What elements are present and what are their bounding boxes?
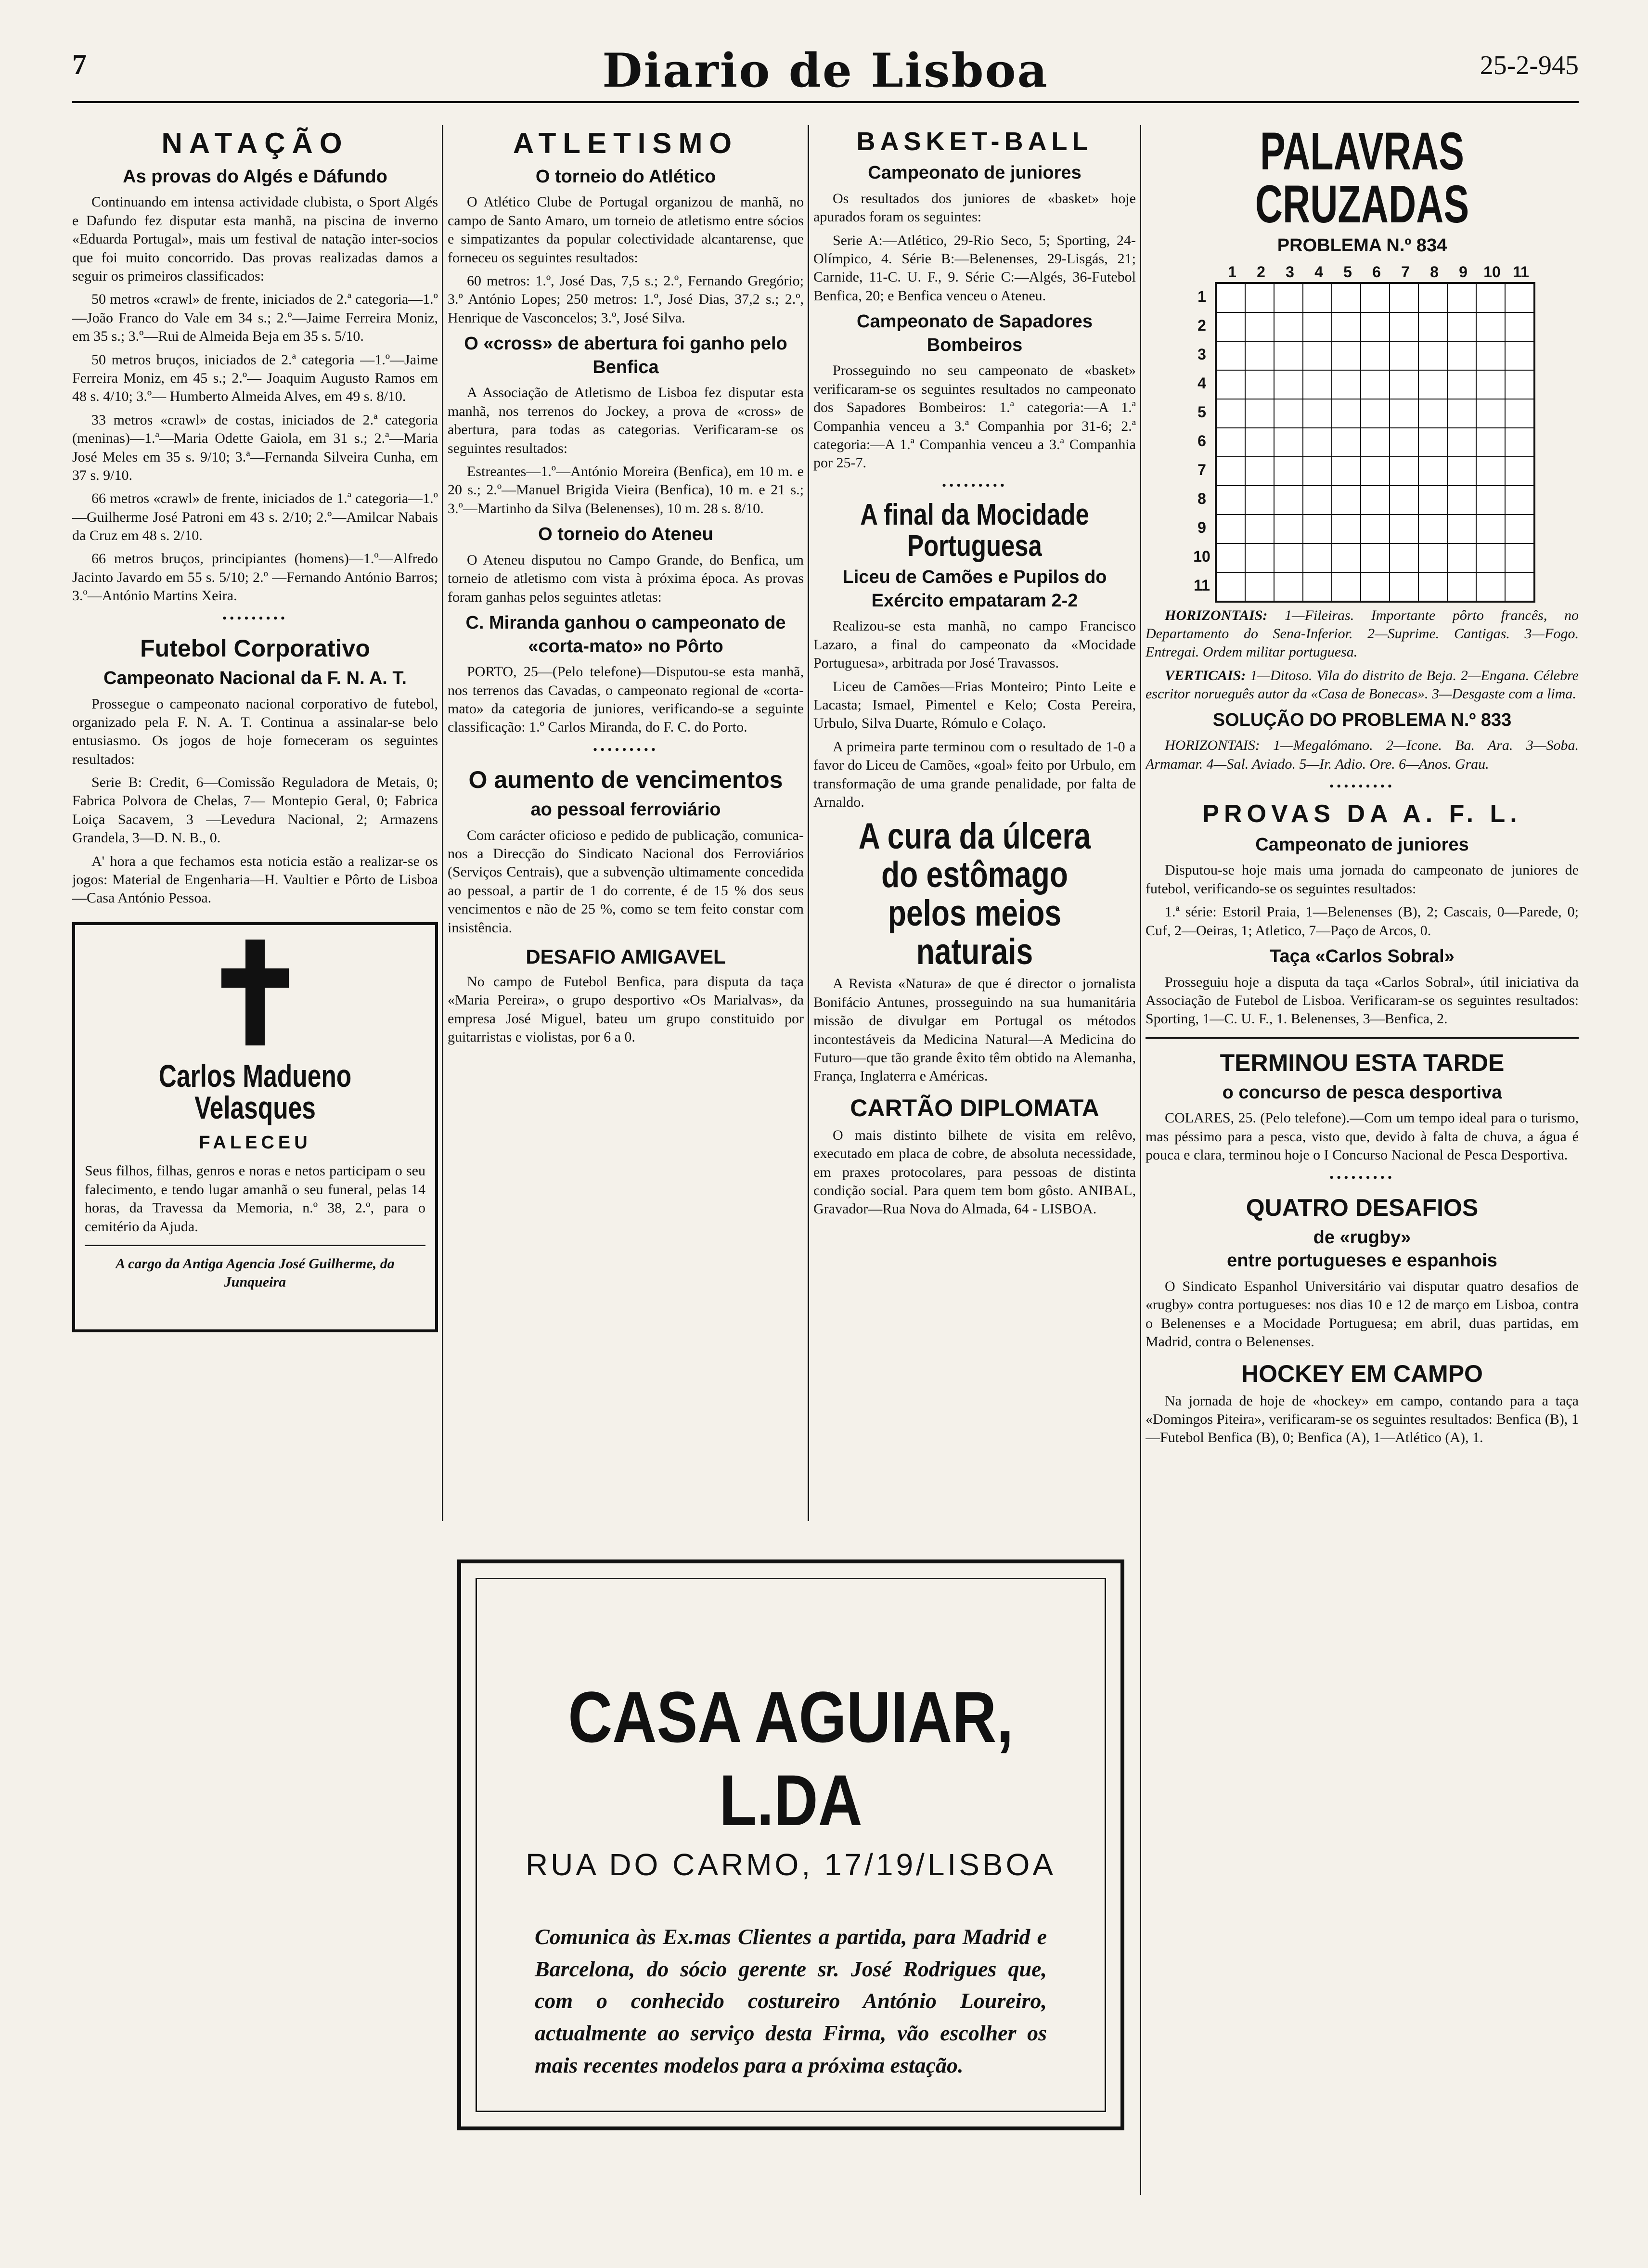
crossword-cell: [1476, 428, 1505, 457]
article-paragraph: 50 metros «crawl» de frente, iniciados de 2.ª categoria—1.º—João Franco do Vale em 34 s.; 2.º—Jaime Ferreira Moniz, em 35 s.; 3.º—Rui de Almeida Beja em 35 s. 5/10.: [72, 291, 438, 345]
article-paragraph: Realizou-se esta manhã, no campo Francisco Lazaro, a final do campeonato da «Mocidade Portuguesa», arbitrada por José Travassos.: [813, 618, 1136, 671]
solution-text: HORIZONTAIS: 1—Megalómano. 2—Icone. Ba. Ara. 3—Soba. Armamar. 4—Sal. Aviado. 5—Ir. Adio. Ore. 6—Anos. Grau.: [1146, 737, 1579, 772]
crossword-cell: [1418, 486, 1447, 515]
divider: •••••••••: [1329, 1170, 1395, 1185]
article-heading: A final da Mocidade Portuguesa: [860, 498, 1089, 563]
article-paragraph: Com carácter oficioso e pedido de publicação, comunica-nos a Direcção do Sindicato Nacional dos Ferroviários (Serviços Centrais), que a subvenção ultimamente concedida ao pessoal, a partir de 1 do corrente, é de 15 % dos seus vencimentos e não de 25 %, como se tem feito constar com insistência.: [448, 827, 804, 936]
crossword-cell: [1303, 428, 1332, 457]
crossword-row-numbers: 1 2 3 4 5 6 7 8 9 10 11: [1193, 287, 1210, 594]
article-heading: PROVAS DA A. F. L.: [1202, 800, 1522, 828]
crossword-cell: [1361, 457, 1390, 486]
article-paragraph: Prosseguiu hoje a disputa da taça «Carlos Sobral», útil iniciativa da Associação de Futebol de Lisboa. Verificaram-se os seguintes resultados: Sporting, 1—C. U. F., 1. Belenenses, 3—Benfica, 2.: [1146, 974, 1579, 1027]
crossword-cell: [1274, 486, 1303, 515]
masthead: [72, 43, 1579, 103]
article-heading: QUATRO DESAFIOS: [1246, 1194, 1479, 1221]
crossword-cell: [1216, 284, 1245, 312]
cross-icon: [221, 940, 289, 1045]
deceased-name: Carlos Madueno Velasques: [158, 1057, 352, 1125]
crossword-cell: [1332, 486, 1361, 515]
crossword-cell: [1332, 284, 1361, 312]
crossword-cell: [1274, 312, 1303, 341]
crossword-cell: [1476, 399, 1505, 428]
crossword-cell: [1361, 572, 1390, 601]
article-heading: A cura da úlcera do estômago pelos meios naturais: [858, 816, 1091, 972]
crossword-cell: [1476, 543, 1505, 572]
crossword-cell: [1274, 428, 1303, 457]
crossword-cell: [1390, 399, 1418, 428]
crossword-cell: [1303, 399, 1332, 428]
crossword-cell: [1505, 515, 1534, 543]
crossword-cell: [1216, 370, 1245, 399]
crossword-cell: [1332, 341, 1361, 370]
section-title: ATLETISMO: [513, 127, 739, 159]
crossword-cell: [1245, 457, 1274, 486]
article-paragraph: PORTO, 25—(Pelo telefone)—Disputou-se esta manhã, nos terrenos das Cavadas, o campeonato regional de «corta-mato» da categoria de juniores, verificando-se a seguinte classificação: 1.º Carlos Miranda, do F. C. do Porto.: [448, 664, 804, 735]
article-paragraph: O Atlético Clube de Portugal organizou de manhã, no campo de Santo Amaro, um torneio de atletismo entre sócios e simpatizantes da popular colectividade alcantarense, que forneceu os seguintes resultados:: [448, 194, 804, 266]
crossword-cell: [1245, 370, 1274, 399]
crossword-cell: [1505, 399, 1534, 428]
crossword-cell: [1303, 572, 1332, 601]
crossword-cell: [1476, 284, 1505, 312]
article-subtitle: ao pessoal ferroviário: [530, 799, 721, 820]
crossword-cell: [1447, 370, 1476, 399]
article-paragraph: A primeira parte terminou com o resultado de 1-0 a favor do Liceu de Camões, «goal» feito por Urbulo, em transformação de uma grande penalidade, por falta de Arnaldo.: [813, 738, 1136, 810]
crossword-cell: [1447, 428, 1476, 457]
crossword-cell: [1274, 284, 1303, 312]
ad-title: CASA AGUIAR, L.DA: [568, 1676, 1014, 1841]
article-paragraph: Liceu de Camões—Frias Monteiro; Pinto Leite e Lacasta; Ismael, Pimentel e Kelo; Costa Pereira, Urbulo, Silva Duarte, Rómulo e Colaço.: [813, 678, 1136, 732]
crossword-cell: [1216, 572, 1245, 601]
column-crosswords: [1146, 125, 1579, 2195]
article-heading: O «cross» de abertura foi ganho pelo Benfica: [464, 334, 787, 377]
crossword-cell: [1447, 486, 1476, 515]
article-paragraph: A Revista «Natura» de que é director o jornalista Bonifácio Antunes, prosseguindo na sua humanitária missão de divulgar em Portugal os métodos incontestáveis da Medicina Natural—A Medicina do Futuro—que tão grande êxito têm obtido na Alemanha, França, Inglaterra e Américas.: [813, 976, 1136, 1084]
crossword-cell: [1505, 572, 1534, 601]
crossword-cell: [1390, 284, 1418, 312]
article-paragraph: Continuando em intensa actividade clubista, o Sport Algés e Dafundo fez disputar esta manhã, na piscina de inverno «Eduarda Portugal», mais um festival de natação inter-socios que foi muito concorrido. Das provas realizadas damos a seguir os primeiros classificados:: [72, 194, 438, 284]
article-paragraph: Serie B: Credit, 6—Comissão Reguladora de Metais, 0; Fabrica Polvora de Chelas, 7— Montepio Geral, 0; Fabrica Loiça Sacavem, 3 —Levedura Nacional, 2; Armazens Grandela, 3—D. N. B., 0.: [72, 774, 438, 846]
crossword-cell: [1303, 543, 1332, 572]
crossword-cell: [1447, 284, 1476, 312]
article-heading: TERMINOU ESTA TARDE: [1220, 1049, 1505, 1076]
article-paragraph: COLARES, 25. (Pelo telefone).—Com um tempo ideal para o turismo, mas péssimo para a pesca, visto que, devido à falta de chuva, a água é pouca e clara, terminou hoje o I Concurso Nacional de Pesca Desportiva.: [1146, 1110, 1579, 1163]
crossword-cell: [1245, 572, 1274, 601]
crossword-cell: [1303, 515, 1332, 543]
article-paragraph: 66 metros «crawl» de frente, iniciados de 1.ª categoria—1.º—Guilherme José Patroni em 43 s. 2/10; 2.º—Amilcar Nabais da Cruz em 48 s. 2/10.: [72, 490, 438, 544]
crossword-cell: [1303, 312, 1332, 341]
article-paragraph: No campo de Futebol Benfica, para disputa da taça «Maria Pereira», o grupo desportivo «Os Marialvas», da empresa José Miguel, bateu um grupo constituido por guitarristas e violistas, por 6 a 0.: [448, 973, 804, 1045]
crossword-cell: [1505, 543, 1534, 572]
crossword-cell: [1332, 572, 1361, 601]
crossword-cell: [1216, 312, 1245, 341]
solution-title: SOLUÇÃO DO PROBLEMA N.º 833: [1212, 709, 1512, 730]
crossword-grid: [1215, 282, 1535, 603]
crossword-cell: [1505, 370, 1534, 399]
crossword-cell: [1390, 312, 1418, 341]
crossword-cell: [1303, 341, 1332, 370]
crossword-cell: [1390, 486, 1418, 515]
crossword-cell: [1245, 284, 1274, 312]
crossword-cell: [1418, 399, 1447, 428]
crossword-cell: [1476, 370, 1505, 399]
crossword-cell: [1361, 486, 1390, 515]
crossword-cell: [1447, 457, 1476, 486]
crossword-cell: [1274, 457, 1303, 486]
crossword-cell: [1418, 341, 1447, 370]
crossword-cell: [1418, 370, 1447, 399]
article-paragraph: O mais distinto bilhete de visita em relêvo, executado em placa de cobre, de absoluta necessidade, em praxes protocolares, para pessoas de distinta condição social. Para quem tem bom gôsto. ANIBAL, Gravador—Rua Nova do Almada, 64 - LISBOA.: [813, 1127, 1136, 1217]
column-atletismo: [448, 125, 804, 1497]
crossword-cell: [1390, 341, 1418, 370]
article-subtitle: Campeonato de juniores: [868, 163, 1082, 183]
issue-date: 25-2-945: [1480, 51, 1579, 80]
crossword-cell: [1274, 399, 1303, 428]
crossword-cell: [1245, 399, 1274, 428]
clues-horizontal: 1—Fileiras. Importante pôrto francês, no Departamento do Sena-Inferior. 2—Suprime. Cantigas. 3—Fogo. Entregai. Ordem militar portuguesa.: [1146, 607, 1579, 660]
crossword-cell: [1476, 457, 1505, 486]
crossword-cell: [1505, 341, 1534, 370]
crossword-cell: [1245, 515, 1274, 543]
section-title: NATAÇÃO: [161, 127, 349, 159]
article-paragraph: A' hora a que fechamos esta noticia estão a realizar-se os jogos: Material de Engenharia—H. Vaultier e Pôrto de Lisboa—Casa António Pessoa.: [72, 853, 438, 906]
crossword-cell: [1361, 399, 1390, 428]
crossword-cell: [1447, 312, 1476, 341]
obituary-text: Seus filhos, filhas, genros e noras e netos participam o seu falecimento, e tendo lugar amanhã o seu funeral, pelas 14 horas, da Travessa da Memoria, n.º 38, 2.º, para o cemitério da Ajuda.: [85, 1163, 425, 1235]
obituary-footer: A cargo da Antiga Agencia José Guilherme, da Junqueira: [116, 1256, 395, 1290]
article-subtitle: Campeonato Nacional da F. N. A. T.: [103, 668, 407, 688]
crossword-cell: [1361, 428, 1390, 457]
article-paragraph: 60 metros: 1.º, José Das, 7,5 s.; 2.º, Fernando Gregório; 3.º António Lopes; 250 metros: 1.º, José Dias, 37,2 s.; 2.º, Henrique de Vasconcelos; 3.º, José Silva.: [448, 272, 804, 326]
crossword-cell: [1303, 486, 1332, 515]
column-rule: [1140, 125, 1141, 2195]
crossword-cell: [1390, 543, 1418, 572]
crossword-cell: [1332, 312, 1361, 341]
divider: •••••••••: [942, 478, 1007, 492]
crossword-cell: [1274, 543, 1303, 572]
article-heading: O torneio do Ateneu: [538, 524, 713, 545]
crossword-cell: [1390, 572, 1418, 601]
crossword-problem: PROBLEMA N.º 834: [1277, 235, 1447, 256]
crossword-cell: [1447, 515, 1476, 543]
crossword-cell: [1216, 457, 1245, 486]
crossword-cell: [1390, 457, 1418, 486]
article-paragraph: A Associação de Atletismo de Lisboa fez disputar esta manhã, nos terrenos do Jockey, a prova de «cross» de abertura, para todas as categorias. Verificaram-se os seguintes resultados:: [448, 385, 804, 456]
article-subtitle: O torneio do Atlético: [535, 166, 716, 187]
article-paragraph: Na jornada de hoje de «hockey» em campo, contando para a taça «Domingos Piteira», verificaram-se os seguintes resultados: Benfica (B), 1—Futebol Benfica (B), 0; Benfica (A), 1—Atlético (A), 1.: [1146, 1392, 1579, 1446]
crossword-cell: [1505, 284, 1534, 312]
crossword-cell: [1216, 543, 1245, 572]
crossword-cell: [1361, 284, 1390, 312]
crossword-cell: [1216, 399, 1245, 428]
article-paragraph: O Sindicato Espanhol Universitário vai disputar quatro desafios de «rugby» contra portugueses: nos dias 10 e 12 de março em Lisboa, contra o Belenenses e a Mocidade Portuguesa; em abril, duas partidas, em Madrid, contra o Belenenses.: [1146, 1278, 1579, 1350]
divider: •••••••••: [593, 742, 658, 757]
article-heading: Futebol Corporativo: [140, 634, 370, 662]
article-paragraph: Prossegue o campeonato nacional corporativo de futebol, organizado pela F. N. A. T. Continua a assinalar-se belo entusiasmo. Os jogos de hoje forneceram os seguintes resultados:: [72, 696, 438, 767]
crossword-cell: [1274, 572, 1303, 601]
article-paragraph: O Ateneu disputou no Campo Grande, do Benfica, um torneio de atletismo com vista à próxima época. As provas foram ganhas pelos seguintes atletas:: [448, 552, 804, 605]
crossword-cell: [1476, 486, 1505, 515]
crossword-cell: [1245, 341, 1274, 370]
crossword-cell: [1361, 341, 1390, 370]
ad-text: Comunica às Ex.mas Clientes a partida, para Madrid e Barcelona, do sócio gerente sr. José Rodrigues que, com o conhecido costureiro António Loureiro, actualmente ao serviço desta Firma, vão escolher os mais recentes modelos para a próxima estação.: [535, 1924, 1047, 2077]
crossword-cell: [1216, 515, 1245, 543]
article-paragraph: Os resultados dos juniores de «basket» hoje apurados foram os seguintes:: [813, 190, 1136, 225]
crossword-cell: [1332, 515, 1361, 543]
crossword-cell: [1245, 428, 1274, 457]
crossword-cell: [1390, 370, 1418, 399]
crossword-cell: [1418, 572, 1447, 601]
section-title: BASKET-BALL: [856, 127, 1093, 156]
article-heading: C. Miranda ganhou o campeonato de «corta-mato» no Pôrto: [465, 612, 786, 657]
crossword-cell: [1274, 515, 1303, 543]
article-subtitle: de «rugby»: [1313, 1227, 1411, 1248]
casa-aguiar-advertisement: [457, 1559, 1124, 2130]
crossword-cell: [1361, 370, 1390, 399]
crossword-cell: [1418, 284, 1447, 312]
article-heading: Campeonato de Sapadores Bombeiros: [857, 311, 1093, 355]
article-paragraph: 33 metros «crawl» de costas, iniciados de 2.ª categoria (meninas)—1.ª—Maria Odette Gaiola, em 31 s.; 2.ª—Maria José Meles em 35 s. 9/10; 3.ª—Fernanda Silveira Cunha, em 37 s. 9/10.: [72, 412, 438, 483]
column-rule: [808, 125, 809, 1521]
crossword-cell: [1418, 312, 1447, 341]
crossword-cell: [1303, 370, 1332, 399]
article-paragraph: 66 metros bruços, principiantes (homens)—1.º—Alfredo Jacinto Javardo em 55 s. 5/10; 2.º —Fernando António Barros; 3.º—António Martins Xeira.: [72, 551, 438, 604]
crossword-cell: [1418, 428, 1447, 457]
article-paragraph: 1.ª série: Estoril Praia, 1—Belenenses (B), 2; Cascais, 0—Parede, 0; Cuf, 2—Oeiras, 1; Atletico, 7—Paço de Arcos, 0.: [1146, 904, 1579, 939]
article-subtitle: Campeonato de juniores: [1255, 834, 1469, 855]
article-heading: DESAFIO AMIGAVEL: [526, 945, 726, 968]
crossword-cell: [1361, 515, 1390, 543]
article-heading: Taça «Carlos Sobral»: [1270, 946, 1455, 966]
crossword-title: PALAVRAS CRUZADAS: [1255, 125, 1469, 234]
crossword-cell: [1303, 284, 1332, 312]
crossword-cell: [1216, 341, 1245, 370]
crossword-cell: [1332, 543, 1361, 572]
crossword-cell: [1447, 572, 1476, 601]
divider: •••••••••: [222, 611, 288, 625]
crossword-cell: [1390, 428, 1418, 457]
article-paragraph: Estreantes—1.º—António Moreira (Benfica), em 10 m. e 20 s.; 2.º—Manuel Brigida Vieira (Benfica), 10 m. e 21 s.; 3.º—Martinho da Silva (Belenenses), 10 m. 28 s. 8/10.: [448, 463, 804, 516]
crossword-cell: [1245, 543, 1274, 572]
crossword-cell: [1476, 572, 1505, 601]
column-natacao: [72, 125, 438, 2099]
article-paragraph: Disputou-se hoje mais uma jornada do campeonato de juniores de futebol, verificando-se os seguintes resultados:: [1146, 862, 1579, 897]
crossword-cell: [1505, 457, 1534, 486]
article-subtitle: Liceu de Camões e Pupilos do Exército empataram 2-2: [842, 567, 1107, 611]
crossword-cell: [1418, 515, 1447, 543]
crossword-cell: [1332, 428, 1361, 457]
column-basketball: [813, 125, 1136, 1497]
article-paragraph: Prosseguindo no seu campeonato de «basket» verificaram-se os seguintes resultados no campeonato dos Sapadores Bombeiros: 1.ª categoria:—A 1.ª Companhia venceu a 3.ª Companhia por 31-6; 2.ª categoria:—A 1.ª Companhia venceu a 3.ª Companhia por 25-7.: [813, 362, 1136, 471]
clue-label: VERTICAIS:: [1165, 667, 1246, 683]
obituary-notice: [72, 922, 438, 1332]
ad-address: RUA DO CARMO, 17/19/LISBOA: [525, 1847, 1056, 1882]
crossword-cell: [1390, 515, 1418, 543]
crossword-cell: [1274, 341, 1303, 370]
crossword-cell: [1505, 486, 1534, 515]
article-subtitle: As provas do Algés e Dáfundo: [123, 166, 387, 187]
article-paragraph: Serie A:—Atlético, 29-Rio Seco, 5; Sporting, 24-Olímpico, 4. Série B:—Belenenses, 29-Lisgás, 21; Carnide, 11-C. U. F., 9. Série C:—Algés, 36-Futebol Benfica, 20; e Benfica venceu o Ateneu.: [813, 232, 1136, 304]
crossword-cell: [1216, 428, 1245, 457]
article-subtitle: o concurso de pesca desportiva: [1222, 1082, 1502, 1103]
crossword-cell: [1245, 312, 1274, 341]
article-heading: CARTÃO DIPLOMATA: [850, 1094, 1099, 1121]
clues-vertical: 1—Ditoso. Vila do distrito de Beja. 2—Engana. Célebre escritor norueguês autor da «Casa de Bonecas». 3—Desgaste com a lima.: [1146, 667, 1579, 702]
crossword-cell: [1418, 543, 1447, 572]
crossword-cell: [1332, 457, 1361, 486]
crossword-cell: [1245, 486, 1274, 515]
crossword-cell: [1274, 370, 1303, 399]
article-heading: O aumento de vencimentos: [468, 766, 783, 794]
newspaper-title: Diario de Lisboa: [602, 43, 1049, 98]
crossword-cell: [1303, 457, 1332, 486]
crossword-cell: [1476, 341, 1505, 370]
crossword-cell: [1418, 457, 1447, 486]
crossword-cell: [1332, 370, 1361, 399]
column-rule: [442, 125, 443, 1521]
crossword-cell: [1447, 341, 1476, 370]
crossword-column-numbers: 1 2 3 4 5 6 7 8 9 10 11: [1228, 263, 1529, 281]
crossword-cell: [1361, 543, 1390, 572]
crossword-cell: [1505, 312, 1534, 341]
crossword-cell: [1476, 515, 1505, 543]
article-paragraph: 50 metros bruços, iniciados de 2.ª categoria —1.º—Jaime Ferreira Moniz, em 45 s.; 2.º— Joaquim Augusto Ramos em 48 s. 4/10; 3.º— Humberto Almeida Alves, em 49 s. 8/10.: [72, 351, 438, 405]
clue-label: HORIZONTAIS:: [1165, 607, 1268, 623]
crossword: [1189, 262, 1535, 603]
crossword-cell: [1505, 428, 1534, 457]
crossword-cell: [1476, 312, 1505, 341]
divider: •••••••••: [1329, 779, 1395, 793]
crossword-cell: [1332, 399, 1361, 428]
page-number: 7: [72, 49, 87, 80]
crossword-cell: [1361, 312, 1390, 341]
obituary-label: FALECEU: [199, 1132, 311, 1153]
article-heading: HOCKEY EM CAMPO: [1241, 1360, 1483, 1387]
article-subtitle: entre portugueses e espanhois: [1227, 1250, 1497, 1271]
crossword-cell: [1447, 543, 1476, 572]
crossword-cell: [1216, 486, 1245, 515]
crossword-cell: [1447, 399, 1476, 428]
